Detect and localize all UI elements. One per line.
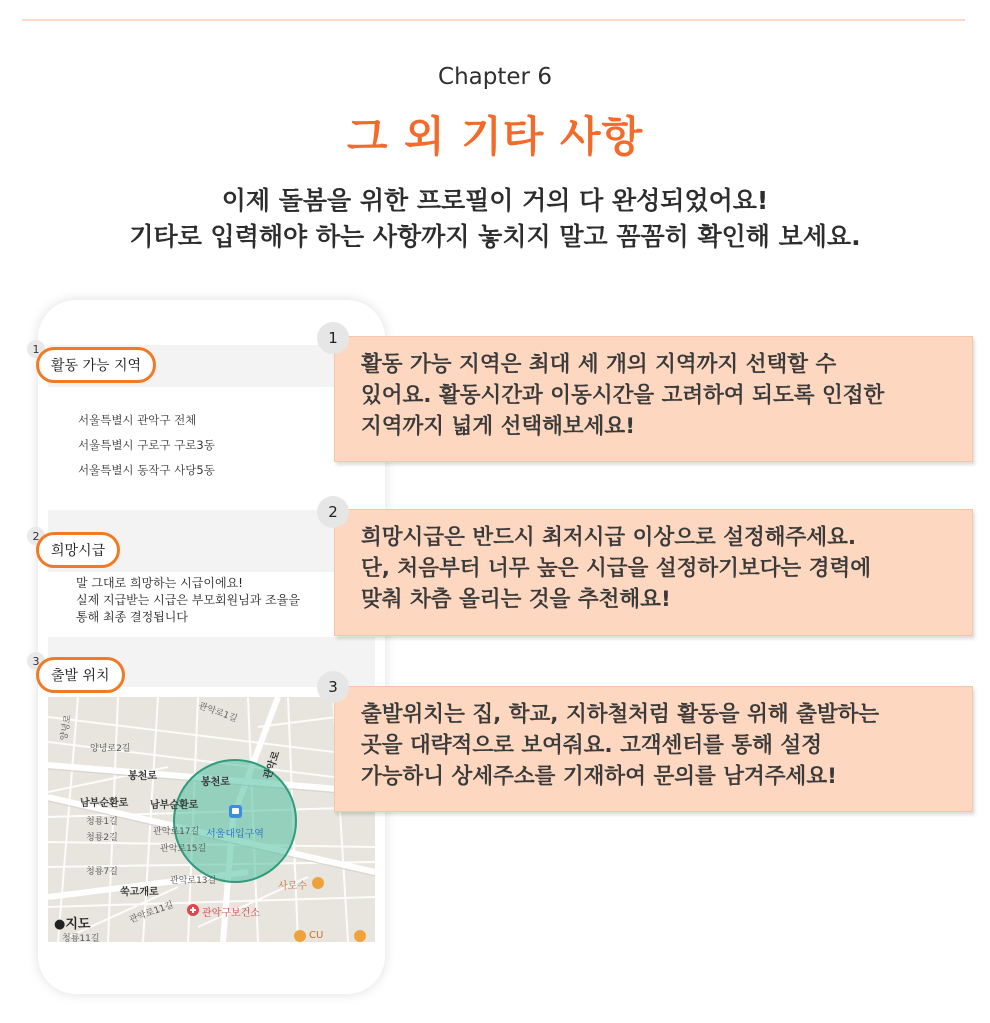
- map-road-label: 남부순환로: [80, 798, 129, 809]
- start-location-map[interactable]: [48, 697, 375, 942]
- top-divider: [22, 19, 965, 21]
- map-road-label: 청룡11길: [62, 934, 100, 942]
- map-road-label: 쑥고개로: [120, 887, 159, 898]
- callout-line: 맞춰 차츰 올리는 것을 추천해요!: [361, 587, 671, 612]
- area-list: [78, 408, 215, 483]
- map-road-label: 양녕로: [59, 714, 74, 742]
- page-title: 그 외 기타 사항: [346, 112, 644, 161]
- callout-line: 단, 처음부터 너무 높은 시급을 설정하기보다는 경력에: [361, 556, 871, 581]
- callout-line: 있어요. 활동시간과 이동시간을 고려하여 되도록 인접한: [361, 383, 885, 408]
- map-road-label: 관악로11길: [128, 900, 176, 926]
- map-road-label: 관악로17길: [153, 827, 200, 837]
- callout-line: 지역까지 넓게 선택해보세요!: [361, 414, 636, 439]
- callout-line: 가능하니 상세주소를 기재하여 문의를 남겨주세요!: [361, 764, 837, 789]
- callout-line: 출발위치는 집, 학교, 지하철처럼 활동을 위해 출발하는: [361, 702, 880, 727]
- area-item[interactable]: 서울특별시 동작구 사당5동: [78, 463, 215, 477]
- map-road-label: 양녕로2길: [90, 744, 131, 754]
- section-label-area[interactable]: 활동 가능 지역: [36, 347, 156, 383]
- map-watermark: [54, 913, 90, 932]
- poi-label: 사로수: [278, 881, 307, 892]
- area-item[interactable]: 서울특별시 관악구 전체: [78, 413, 197, 427]
- apple-icon: ●: [54, 917, 66, 932]
- wage-description: [76, 575, 300, 626]
- map-road-label: 관악로15길: [160, 844, 207, 854]
- clinic-label: 관악구보건소: [202, 908, 260, 919]
- callout-line: 곳을 대략적으로 보여줘요. 고객센터를 통해 설정: [361, 733, 822, 758]
- callout-number-badge: 1: [317, 322, 349, 354]
- poi-label: CU: [309, 930, 324, 941]
- map-road-label: 청룡1길: [86, 817, 118, 827]
- subtitle-line: 기타로 입력해야 하는 사항까지 놓치지 말고 꼼꼼히 확인해 보세요.: [129, 222, 861, 251]
- section-label-wage[interactable]: 희망시급: [36, 532, 120, 568]
- map-road-label: 봉천로: [201, 777, 230, 788]
- wage-line: 실제 지급받는 시급은 부모회원님과 조율을: [76, 593, 300, 607]
- callout-wage: [334, 509, 973, 636]
- page-subtitle: [0, 183, 990, 255]
- callout-area: [334, 336, 973, 462]
- map-road-label: 청룡7길: [86, 867, 118, 877]
- chapter-label: Chapter 6: [438, 64, 552, 90]
- area-item[interactable]: 서울특별시 구로구 구로3동: [78, 438, 215, 452]
- map-watermark-text: 지도: [65, 917, 91, 932]
- map-road-label: 관악로1길: [196, 701, 239, 725]
- section-number-badge: 1: [27, 340, 45, 358]
- map-road-label: 남부순환로: [150, 800, 199, 811]
- map-road-label: 청룡2길: [86, 833, 118, 843]
- subtitle-line: 이제 돌봄을 위한 프로필이 거의 다 완성되었어요!: [221, 186, 769, 215]
- section-number-badge: 3: [27, 652, 45, 670]
- callout-line: 희망시급은 반드시 최저시급 이상으로 설정해주세요.: [361, 525, 857, 550]
- map-road-label: 관악로: [262, 749, 283, 781]
- section-number-badge: 2: [27, 527, 45, 545]
- wage-line: 통해 최종 결정됩니다: [76, 610, 188, 624]
- station-label: 서울대입구역: [206, 829, 264, 840]
- callout-number-badge: 2: [317, 496, 349, 528]
- section-label-start-location[interactable]: 출발 위치: [36, 657, 125, 693]
- callout-number-badge: 3: [317, 671, 349, 703]
- callout-line: 활동 가능 지역은 최대 세 개의 지역까지 선택할 수: [361, 352, 837, 377]
- callout-start-location: [334, 686, 973, 812]
- wage-line: 말 그대로 희망하는 시급이에요!: [76, 576, 243, 590]
- map-road-label: 봉천로: [128, 771, 157, 782]
- map-road-label: 관악로13길: [170, 876, 217, 886]
